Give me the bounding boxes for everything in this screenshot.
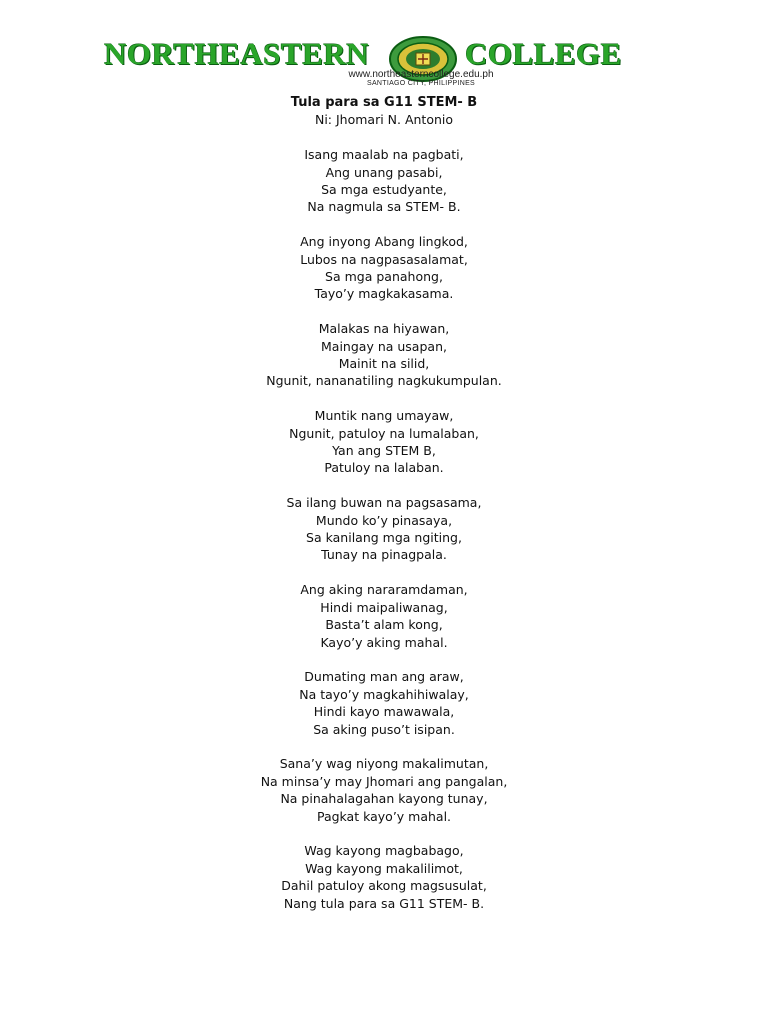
poem-line: Ngunit, nananatiling nagkukumpulan.: [266, 373, 502, 389]
poem-author: Ni: Jhomari N. Antonio: [314, 112, 454, 128]
college-name-right: COLLEGE: [465, 36, 622, 71]
college-name-left: NORTHEASTERN: [104, 36, 370, 71]
poem-line: Maingay na usapan,: [321, 338, 447, 354]
poem-line: Sa mga estudyante,: [321, 182, 447, 198]
poem-line: Ang unang pasabi,: [325, 164, 443, 180]
poem-line: Na tayo’y magkahihiwalay,: [299, 686, 469, 702]
poem-line: Patuloy na lalaban.: [324, 460, 444, 476]
poem-line: Tunay na pinagpala.: [321, 547, 447, 563]
poem-line: Dumating man ang araw,: [304, 669, 464, 685]
poem-line: Ngunit, patuloy na lumalaban,: [289, 425, 479, 441]
poem-line: Mainit na silid,: [338, 356, 430, 372]
poem-line: Na nagmula sa STEM- B.: [307, 199, 461, 215]
poem-line: Wag kayong magbabago,: [304, 843, 464, 859]
poem-line: Lubos na nagpasasalamat,: [300, 251, 468, 267]
poem-line: Basta’t alam kong,: [325, 617, 443, 633]
poem-line: Yan ang STEM B,: [332, 443, 436, 459]
website-link[interactable]: www.northeasterncollege.edu.ph: [348, 69, 494, 80]
poem-line: Sa aking puso’t isipan.: [313, 721, 455, 737]
poem-line: Ang inyong Abang lingkod,: [300, 234, 468, 250]
poem-line: Na pinahalagahan kayong tunay,: [280, 791, 488, 807]
poem-line: Na minsa’y may Jhomari ang pangalan,: [260, 773, 508, 789]
stanza: [0, 755, 768, 825]
poem-line: Wag kayong makalilimot,: [305, 860, 463, 876]
poem-line: Hindi kayo mawawala,: [313, 704, 455, 720]
stanza: [0, 146, 768, 216]
stanza: [0, 842, 768, 912]
letterhead: [0, 30, 768, 90]
stanza: [0, 581, 768, 651]
location-text: SANTIAGO CITY, PHILIPPINES: [366, 80, 476, 87]
stanza: [0, 494, 768, 564]
poem-line: Mundo ko’y pinasaya,: [315, 512, 453, 528]
poem-line: Pagkat kayo’y mahal.: [316, 808, 452, 824]
poem-line: Hindi maipaliwanag,: [320, 599, 448, 615]
poem-line: Sa kanilang mga ngiting,: [306, 530, 462, 546]
poem-line: Kayo’y aking mahal.: [320, 634, 448, 650]
contact-block: [316, 70, 526, 87]
poem-title: Tula para sa G11 STEM- B: [290, 95, 478, 110]
poem-line: Isang maalab na pagbati,: [304, 147, 464, 163]
poem-line: Tayo’y magkakasama.: [314, 286, 454, 302]
poem-line: Malakas na hiyawan,: [318, 321, 450, 337]
poem-line: Muntik nang umayaw,: [314, 408, 454, 424]
poem-line: Sa ilang buwan na pagsasama,: [286, 495, 482, 511]
poem: [0, 94, 768, 912]
stanza: [0, 407, 768, 477]
stanza: [0, 320, 768, 390]
poem-line: Sa mga panahong,: [325, 269, 443, 285]
stanza: [0, 668, 768, 738]
poem-line: Nang tula para sa G11 STEM- B.: [283, 895, 485, 911]
poem-line: Dahil patuloy akong magsusulat,: [281, 878, 487, 894]
poem-line: Sana’y wag niyong makalimutan,: [279, 756, 489, 772]
stanza: [0, 233, 768, 303]
poem-line: Ang aking nararamdaman,: [300, 582, 468, 598]
